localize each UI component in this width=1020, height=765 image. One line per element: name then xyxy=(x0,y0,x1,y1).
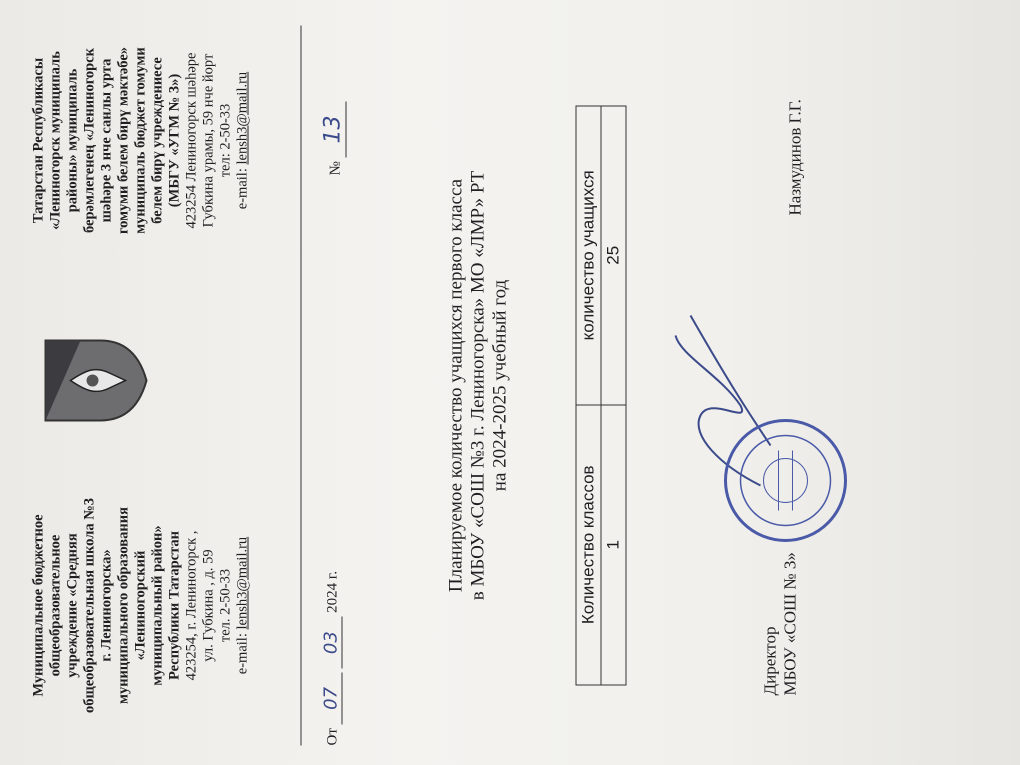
right-header xyxy=(30,15,251,265)
date-month: 03 xyxy=(320,616,342,668)
right-email-label: e-mail: xyxy=(234,164,250,209)
document-number-row xyxy=(320,101,346,175)
date-prefix: От xyxy=(324,727,340,745)
right-address-line: 423254 Лениногорск шәһәре xyxy=(183,52,199,228)
title-line-3: на 2024-2025 учебный год xyxy=(489,279,510,491)
cell-class-count: 1 xyxy=(601,404,626,684)
right-header-line: белем бирү учреждениесе xyxy=(149,56,165,224)
cell-student-count: 25 xyxy=(601,106,626,405)
right-address-line: тел: 2-50-33 xyxy=(217,103,233,177)
header-divider xyxy=(300,25,301,745)
date-day: 07 xyxy=(320,672,342,724)
header-student-count: количество учащихся xyxy=(576,106,601,405)
left-email-label: e-mail: xyxy=(234,629,250,674)
title-line-2: в МБОУ «СОШ №3 г. Лениногорска» МО «ЛМР» РТ xyxy=(467,170,488,600)
right-header-line: берәмлегенең «Лениногорск xyxy=(81,47,97,233)
left-email-link[interactable]: lensh3@mail.ru xyxy=(234,536,250,629)
left-header-line: Муниципальное бюджетное xyxy=(30,513,46,697)
left-header-line: «Лениногорский xyxy=(132,550,148,660)
left-email xyxy=(234,485,251,725)
table-row xyxy=(601,106,626,685)
header-class-count: Количество классов xyxy=(576,404,601,684)
date-row xyxy=(320,570,342,745)
left-header-line: общеобразовательное xyxy=(47,534,63,676)
signer-name: Назмудинов Г.Г. xyxy=(785,98,804,215)
right-email xyxy=(234,15,251,265)
left-header xyxy=(30,485,251,725)
right-email-link[interactable]: lensh3@mail.ru xyxy=(234,71,250,164)
signature-block xyxy=(760,55,840,695)
signer-role-line-2: МБОУ «СОШ № 3» xyxy=(780,551,799,695)
signer-role xyxy=(760,552,800,695)
title-line-1: Планируемое количество учащихся первого класса xyxy=(445,178,466,592)
left-header-line: Республики Татарстан xyxy=(166,530,182,680)
right-header-line: шәһәре 3 нче санлы урта xyxy=(98,58,114,222)
left-header-line: г. Лениногорска» xyxy=(98,548,114,662)
left-header-line: муниципального образования xyxy=(115,506,131,704)
right-header-line: (МБГУ «УГМ № 3») xyxy=(166,73,182,207)
signer-role-line-1: Директор xyxy=(760,626,779,695)
left-header-line: муниципальный район» xyxy=(149,524,165,686)
right-header-line: Татарстан Республикасы xyxy=(30,57,46,223)
document-number: 13 xyxy=(320,101,346,157)
left-address-line: 423254, г. Лениногорск , xyxy=(183,530,199,680)
right-header-line: районы» муниципаль xyxy=(64,68,80,212)
document-title xyxy=(445,65,511,705)
left-header-line: учреждение «Средняя xyxy=(64,532,80,678)
left-address-line: ул. Губкина , д. 59 xyxy=(200,548,216,662)
left-address-line: тел. 2-50-33 xyxy=(217,568,233,642)
right-address-line: Губкина урамы, 59 нче йорт xyxy=(200,53,216,227)
table-header-row xyxy=(576,106,601,685)
coat-of-arms-icon xyxy=(40,335,150,425)
number-prefix: № xyxy=(327,160,343,175)
right-header-line: «Лениногорск муниципаль xyxy=(47,50,63,230)
date-suffix: 2024 г. xyxy=(324,570,340,613)
enrollment-table xyxy=(575,105,626,685)
right-header-line: гомуми белем бирү мәктәбе» xyxy=(115,46,131,234)
right-header-line: муниципаль бюджет гомуми xyxy=(132,46,148,234)
left-header-line: общеобразовательная школа №3 xyxy=(81,497,97,713)
